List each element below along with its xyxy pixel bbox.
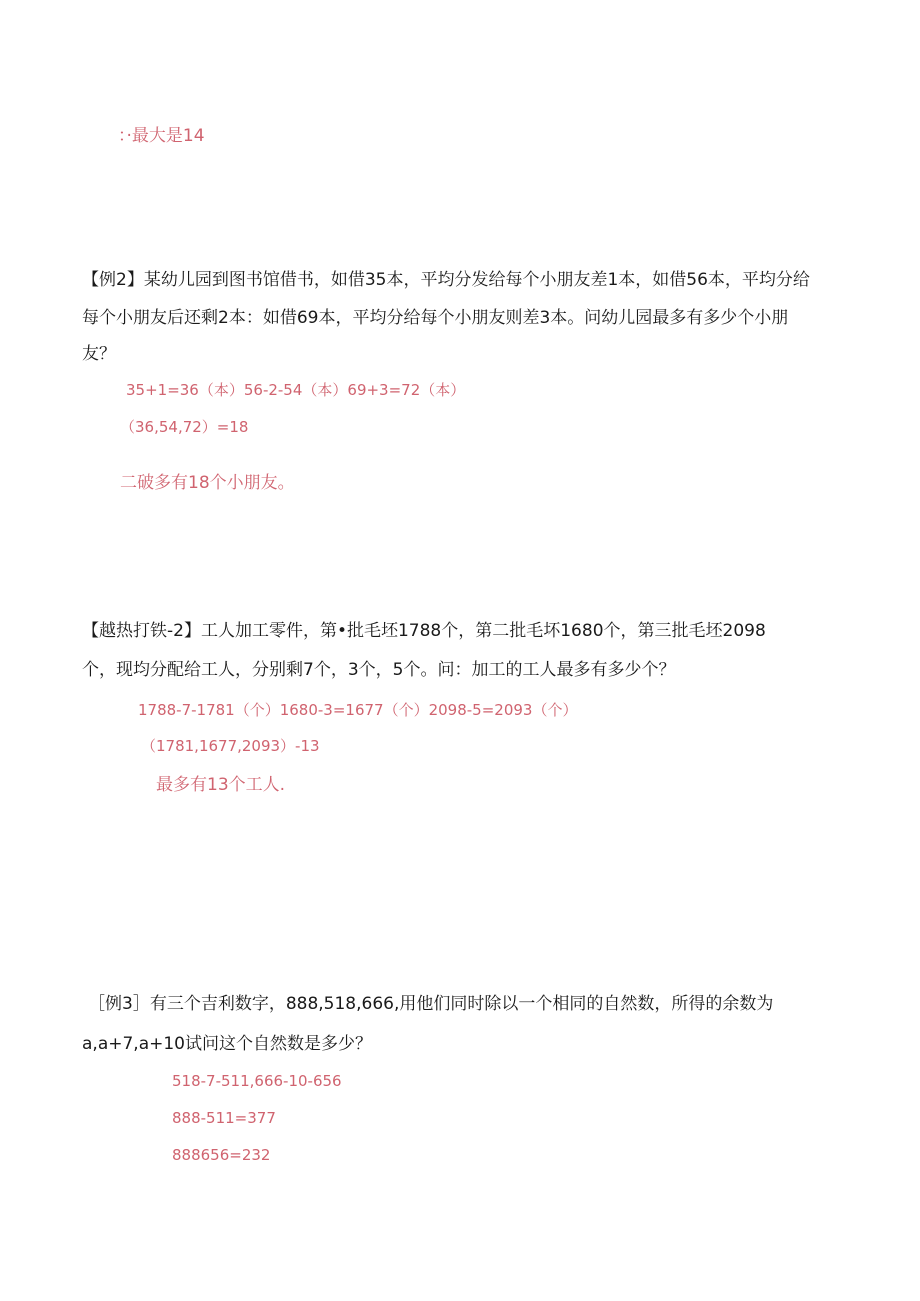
example3-question-line2: a,a+7,a+10试问这个自然数是多少？ bbox=[82, 1034, 372, 1054]
example2-question-line3: 友？ bbox=[82, 344, 116, 364]
practice2-answer: 最多有13个工人. bbox=[156, 775, 286, 795]
example2-question-line1: 【例2】某幼儿园到图书馆借书，如借35本，平均分发给每个小朋友差1本，如借56本，平均分给 bbox=[82, 270, 810, 290]
example3-work-line3: 888656=232 bbox=[172, 1146, 271, 1164]
example2-answer: 二破多有18个小朋友。 bbox=[120, 473, 295, 493]
practice2-work-line1: 1788-7-1781（个）1680-3=1677（个）2098-5=2093（个） bbox=[138, 701, 578, 719]
example2-question-line2: 每个小朋友后还剩2本：如借69本，平均分给每个小朋友则差3本。问幼儿园最多有多少个小朋 bbox=[82, 308, 789, 328]
practice2-question-line1: 【越热打铁-2】工人加工零件，第•批毛坯1788个，第二批毛坏1680个，第三批毛坯2098 bbox=[82, 621, 766, 641]
example3-work-line1: 518-7-511,666-10-656 bbox=[172, 1072, 342, 1090]
example3-question-line1: ［例3］有三个吉利数字，888,518,666,用他们同时除以一个相同的自然数，所得的余数为 bbox=[88, 994, 774, 1014]
example2-work-line2: （36,54,72）=18 bbox=[120, 418, 249, 436]
example3-work-line2: 888-511=377 bbox=[172, 1109, 276, 1127]
answer-max-14: ：·最大是14 bbox=[118, 126, 205, 146]
example2-work-line1: 35+1=36（本）56-2-54（本）69+3=72（本） bbox=[126, 381, 466, 399]
practice2-work-line2: （1781,1677,2093）-13 bbox=[141, 737, 320, 755]
practice2-question-line2: 个，现均分配给工人，分别剩7个，3个，5个。问：加工的工人最多有多少个？ bbox=[82, 660, 676, 680]
